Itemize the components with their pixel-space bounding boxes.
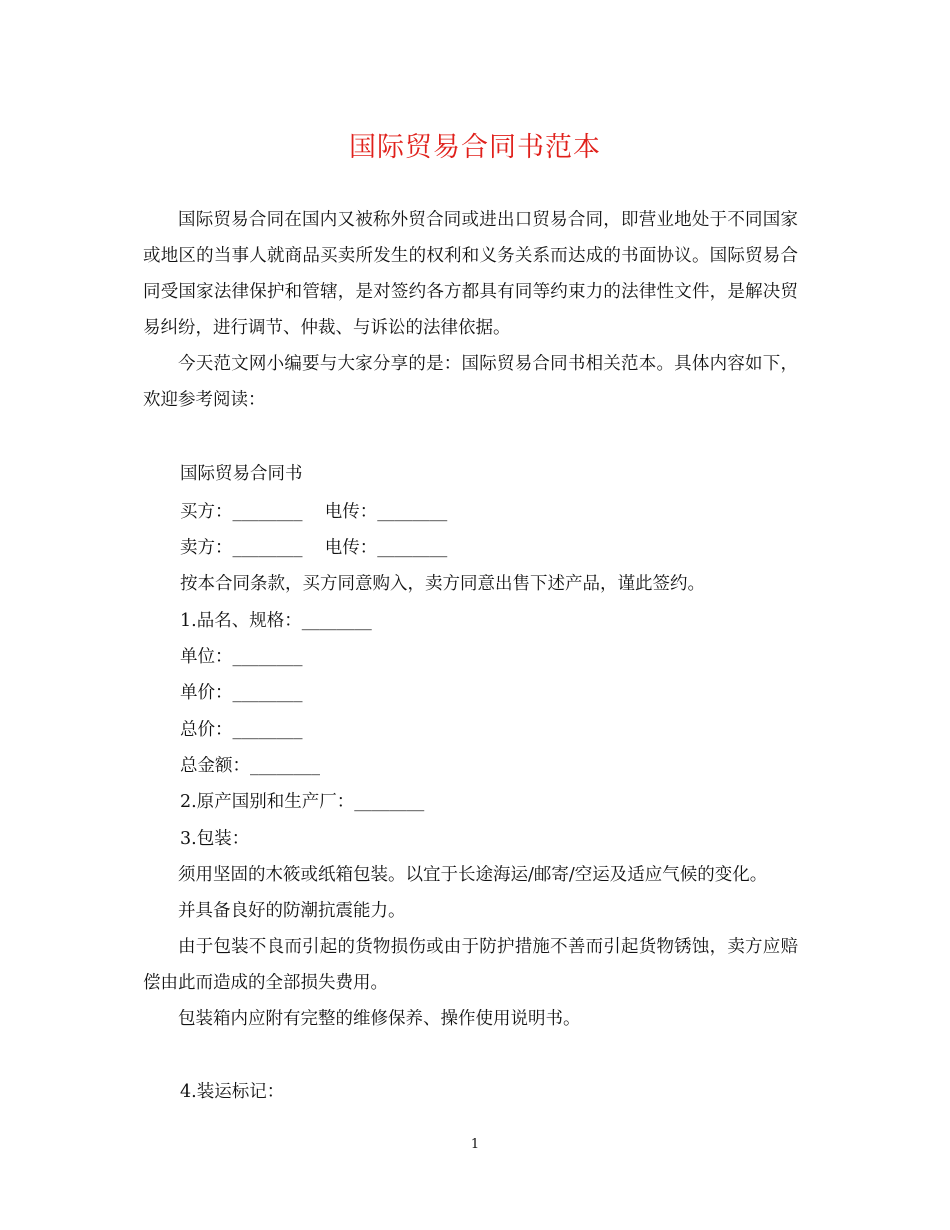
contract-heading: 国际贸易合同书	[180, 464, 303, 484]
total-amount-line: 总金额：________	[180, 756, 320, 776]
intro-paragraph-2: 今天范文网小编要与大家分享的是：国际贸易合同书相关范本。具体内容如下，欢迎参考阅读：	[143, 354, 798, 410]
unit-line: 单位：________	[180, 647, 303, 667]
origin-manufacturer-line: 2.原产国别和生产厂：________	[180, 792, 425, 812]
packing-paragraph-3: 由于包装不良而引起的货物损伤或由于防护措施不善而引起货物锈蚀，卖方应赔偿由此而造成的全部损失费用。	[143, 937, 798, 993]
document-title: 国际贸易合同书范本	[349, 132, 601, 163]
page-number: 1	[470, 1137, 480, 1152]
packing-section	[143, 857, 798, 1037]
seller-line: 卖方：________ 电传：________	[180, 538, 448, 558]
agreement-line: 按本合同条款，买方同意购入，卖方同意出售下述产品，谨此签约。	[180, 574, 705, 594]
packing-paragraph-4: 包装箱内应附有完整的维修保养、操作使用说明书。	[178, 1009, 581, 1029]
total-price-line: 总价：________	[180, 720, 303, 740]
intro-paragraph-1: 国际贸易合同在国内又被称外贸合同或进出口贸易合同，即营业地处于不同国家或地区的当事人就商品买卖所发生的权利和义务关系而达成的书面协议。国际贸易合同受国家法律保护和管辖，是对签约各方都具有同等约束力的法律性文件，是解决贸易纠纷，进行调节、仲裁、与诉讼的法律依据。	[143, 210, 798, 338]
buyer-line: 买方：________ 电传：________	[180, 502, 448, 522]
packing-paragraph-1: 须用坚固的木筱或纸箱包装。以宜于长途海运/邮寄/空运及适应气候的变化。	[178, 865, 768, 885]
item-name-spec: 1.品名、规格：________	[180, 611, 372, 631]
packing-paragraph-2: 并具备良好的防潮抗震能力。	[178, 901, 406, 921]
unit-price-line: 单价：________	[180, 683, 303, 703]
packing-heading: 3.包装：	[180, 829, 250, 849]
shipping-mark-heading: 4.装运标记：	[180, 1082, 285, 1102]
intro-section	[143, 202, 798, 418]
